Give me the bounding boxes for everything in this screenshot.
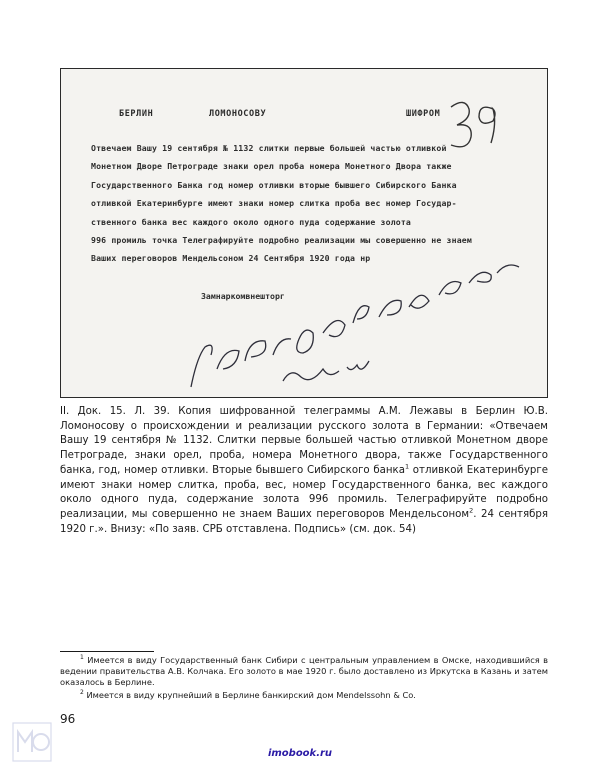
footnote-2 [60,690,548,701]
footnote-mark: 2 [80,689,84,697]
telegram-header-to: БЕРЛИН [119,109,154,119]
handwritten-signature [283,361,369,381]
telegram-line: Отвечаем Вашу 19 сентября № 1132 слитки первые большей частью отливкой [91,143,447,153]
telegram-line: Государственного Банка год номер отливки вторые бывшего Сибирского Банка [91,179,457,190]
telegram-line: отливкой Екатеринбурге имеют знаки номер слитка проба вес номер Государ- [91,198,457,209]
telegram-header-cipher: ШИФРОМ [406,109,441,119]
telegram-line: Монетном Дворе Петрограде знаки орел проба номера Монетного Двора также [91,161,452,172]
caption-part-3: . 24 сентября 1920 г.». Внизу: «По заяв. СРБ отставлена. Подпись» (см. док. 54) [60,508,548,535]
telegram-line: ственного банка вес каждого около одного пуда содержание золота [91,216,411,227]
telegram-line: 996 промиль точка Телеграфируйте подробно реализации мы совершенно не знаем [91,235,472,246]
archival-telegram-photo [60,68,548,398]
footnote-mark: 1 [80,654,84,662]
telegram-header-name: ЛОМОНОСОВУ [209,109,267,119]
handwritten-page-number [451,102,471,146]
footnote-1 [60,655,548,689]
telegram-line: Ваших переговоров Мендельсоном 24 Сентября 1920 года нр [91,253,371,264]
footnote-text: Имеется в виду Государственный банк Сибири с центральным управлением в Омске, находившийся в ведении правительства А.В. Колчака. Его золото в мае 1920 г. было доставлено из Иркутска в Казань и затем оказалось в Берлине. [60,655,549,688]
handwritten-resolution [191,265,519,387]
footer-site-link[interactable]: imobook.ru [267,748,333,759]
footnote-separator [60,651,154,652]
handwritten-annotations [61,69,547,397]
footnote-ref-2[interactable]: 2 [469,506,474,515]
footnote-text: Имеется в виду крупнейший в Берлине банкирский дом Mendelssohn & Co. [86,690,416,700]
footnote-ref-1[interactable]: 1 [404,462,410,471]
caption-part-1: II. Док. 15. Л. 39. Копия шифрованной телеграммы А.М. Лежавы в Берлин Ю.В. Ломоносову о происхождении и реализации русского золота в Германии: «Отвечаем Вашу 19 сентября № 1132. Слитки первые большей частью отливкой Монетном дворе Петрограде, знаки орел, проба, номера Монетного двора, также Государственного банка, год, номер отливки. Вторые бывшего Сибирского банка [60,406,548,476]
caption-part-2: отливкой Екатеринбурге имеют знаки номер слитка, проба, вес, номер Государственного банка, вес каждого около одного пуда, содержание золота 996 промиль. Телеграфируйте подробно реализации, мы совершенно не знаем Ваших переговоров Мендельсоном [60,464,548,520]
page-number: 96 [60,712,76,726]
figure-caption [60,405,548,537]
handwritten-page-number-9 [479,107,495,143]
telegram-sender: Замнаркомвнешторг [201,291,285,301]
